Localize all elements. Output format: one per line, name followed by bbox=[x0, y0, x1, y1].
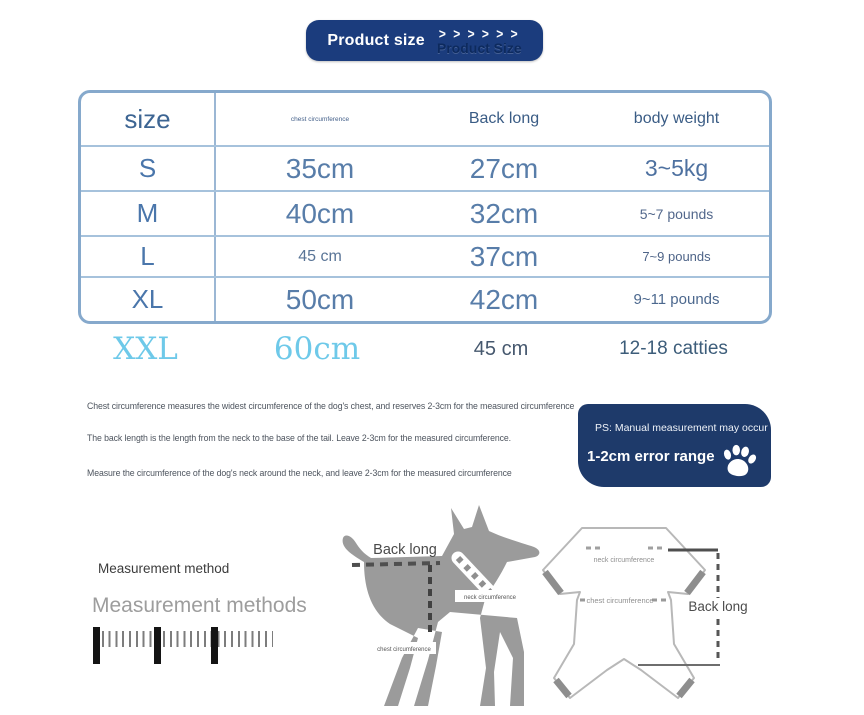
note-line: Chest circumference measures the widest circumference of the dog's chest, and reserves 2-3cm for the measured circumference bbox=[87, 401, 575, 412]
header-back: Back long bbox=[468, 110, 540, 127]
cell-chest: 40cm bbox=[285, 197, 355, 229]
measurement-methods-label: Measurement methods bbox=[92, 594, 307, 617]
ps-note-box bbox=[578, 404, 771, 487]
table-row-xxl bbox=[78, 327, 772, 371]
cell-chest: 60cm bbox=[273, 331, 361, 367]
cell-weight: 7~9 pounds bbox=[642, 249, 711, 264]
cell-size: S bbox=[81, 147, 216, 190]
ruler-mark bbox=[93, 627, 100, 664]
dog-back-label: Back long bbox=[373, 542, 437, 558]
cell-weight: 12-18 catties bbox=[619, 338, 728, 359]
size-table bbox=[78, 90, 772, 324]
table-header-row bbox=[81, 93, 769, 145]
dog-chest-label: chest circumference bbox=[377, 647, 431, 653]
pattern-neck-label: neck circumference bbox=[593, 557, 655, 564]
cell-back: 37cm bbox=[469, 240, 539, 272]
banner-right-block bbox=[436, 25, 522, 56]
table-row bbox=[81, 190, 769, 235]
header-chest: chest circumference bbox=[290, 115, 350, 123]
dog-measurement-diagram bbox=[328, 498, 546, 712]
ps-note-line1: PS: Manual measurement may occur bbox=[595, 422, 768, 434]
cell-weight: 3~5kg bbox=[644, 155, 709, 181]
chevrons-right-icon: > > > > > > bbox=[438, 25, 520, 43]
cell-back: 27cm bbox=[469, 152, 539, 184]
measurement-method-label: Measurement method bbox=[98, 561, 230, 576]
ruler-mark bbox=[154, 627, 161, 664]
cell-size: XL bbox=[81, 278, 216, 321]
cell-size: M bbox=[81, 192, 216, 235]
dog-neck-label: neck circumference bbox=[463, 595, 517, 601]
ruler-ticks bbox=[95, 631, 273, 647]
ps-note-line2: 1-2cm error range bbox=[587, 448, 715, 465]
cell-chest: 45 cm bbox=[298, 247, 342, 265]
table-row bbox=[81, 235, 769, 276]
garment-outline bbox=[543, 528, 705, 698]
garment-pattern-diagram bbox=[540, 512, 775, 712]
header-weight: body weight bbox=[633, 110, 720, 127]
cell-weight: 9~11 pounds bbox=[633, 291, 720, 308]
note-line: Measure the circumference of the dog's neck around the neck, and leave 2-3cm for the measured circumference bbox=[87, 468, 512, 479]
dog-silhouette bbox=[343, 505, 540, 706]
cell-back: 32cm bbox=[469, 197, 539, 229]
pattern-chest-label: chest circumference bbox=[586, 596, 654, 605]
cell-chest: 50cm bbox=[285, 283, 355, 315]
cell-back: 42cm bbox=[469, 283, 539, 315]
cell-size: L bbox=[81, 237, 216, 276]
cell-back: 45 cm bbox=[473, 337, 529, 360]
cell-weight: 5~7 pounds bbox=[639, 205, 714, 222]
paw-print-icon bbox=[720, 444, 758, 478]
ruler-mark bbox=[211, 627, 218, 664]
cell-chest: 35cm bbox=[285, 152, 355, 184]
product-size-banner bbox=[306, 20, 543, 61]
banner-title: Product size bbox=[327, 31, 425, 49]
header-size: size bbox=[81, 93, 216, 145]
table-row bbox=[81, 145, 769, 190]
cell-size: XXL bbox=[113, 331, 178, 367]
table-row bbox=[81, 276, 769, 321]
note-line: The back length is the length from the neck to the base of the tail. Leave 2-3cm for the measured circumference. bbox=[87, 433, 512, 444]
pattern-back-label: Back long bbox=[688, 599, 748, 614]
banner-subtitle: Product Size bbox=[436, 40, 522, 56]
ruler-icon bbox=[93, 627, 275, 664]
